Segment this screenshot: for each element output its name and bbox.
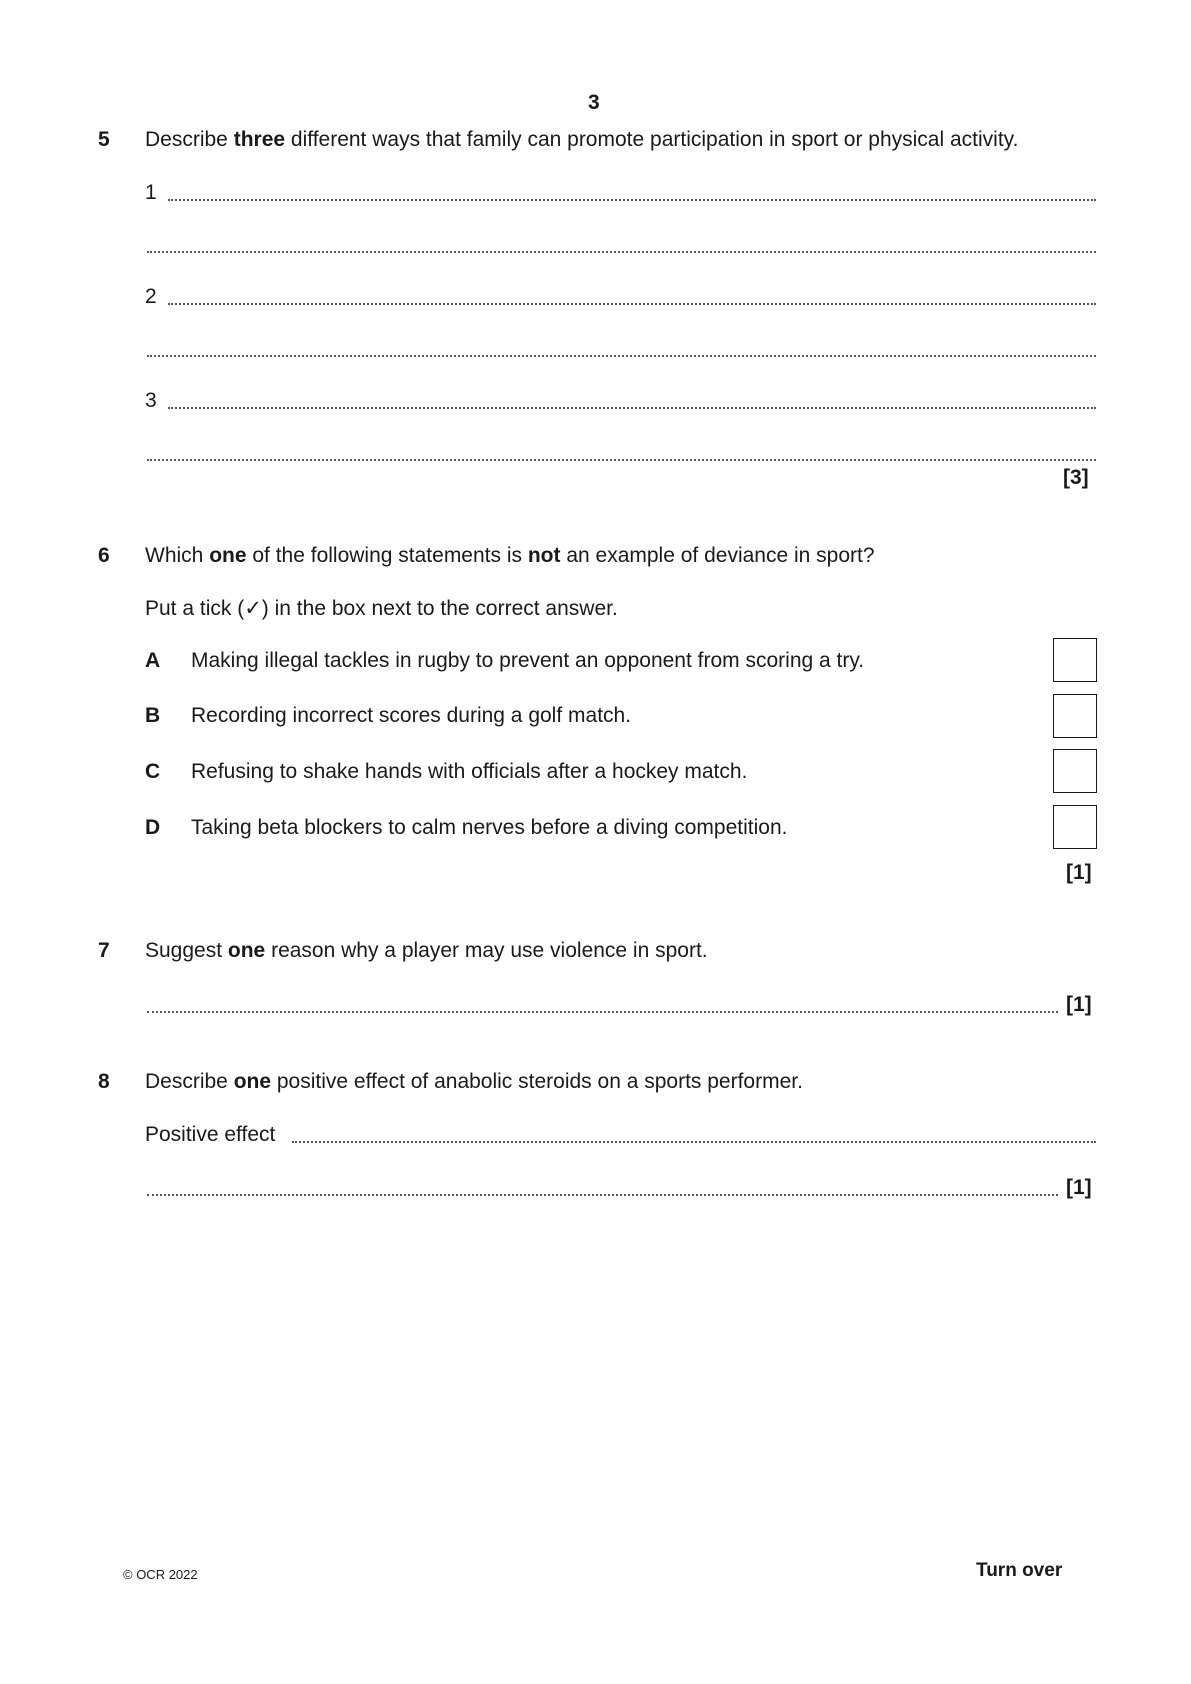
q8-answer-line-a[interactable] bbox=[292, 1138, 1096, 1143]
q5-answer-line-2b[interactable] bbox=[147, 352, 1096, 357]
q5-answer-line-3b[interactable] bbox=[147, 456, 1096, 461]
q5-answer-line-2a[interactable] bbox=[168, 300, 1096, 305]
q6-option-d-text: Taking beta blockers to calm nerves before a diving competition. bbox=[191, 816, 788, 839]
q5-answer-line-3a[interactable] bbox=[168, 404, 1096, 409]
q6-option-c-text: Refusing to shake hands with officials after a hockey match. bbox=[191, 760, 748, 783]
q5-answer-line-1a[interactable] bbox=[168, 196, 1096, 201]
q5-text: Describe three different ways that family can promote participation in sport or physical activity. bbox=[145, 128, 1019, 151]
q6-option-b-letter: B bbox=[145, 704, 161, 727]
q6-option-a-text: Making illegal tackles in rugby to prevent an opponent from scoring a try. bbox=[191, 649, 865, 672]
q5-marks: [3] bbox=[1063, 466, 1089, 489]
q5-line-label-2: 2 bbox=[145, 285, 157, 308]
q7-answer-line[interactable] bbox=[147, 1008, 1058, 1013]
turn-over-label: Turn over bbox=[976, 1560, 1063, 1581]
q6-marks: [1] bbox=[1066, 861, 1092, 884]
q5-line-label-1: 1 bbox=[145, 181, 157, 204]
q6-option-b-checkbox[interactable] bbox=[1053, 694, 1097, 738]
copyright-notice: © OCR 2022 bbox=[123, 1567, 198, 1582]
q5-number: 5 bbox=[98, 128, 110, 151]
q5-line-label-3: 3 bbox=[145, 389, 157, 412]
q6-option-a-checkbox[interactable] bbox=[1053, 638, 1097, 682]
q6-option-c-letter: C bbox=[145, 760, 161, 783]
q7-text: Suggest one reason why a player may use violence in sport. bbox=[145, 939, 708, 962]
q6-option-c-checkbox[interactable] bbox=[1053, 749, 1097, 793]
page-number: 3 bbox=[588, 91, 600, 114]
q8-text: Describe one positive effect of anabolic steroids on a sports performer. bbox=[145, 1070, 803, 1093]
q8-marks: [1] bbox=[1066, 1176, 1092, 1199]
q8-number: 8 bbox=[98, 1070, 110, 1093]
q7-marks: [1] bbox=[1066, 993, 1092, 1016]
q6-instruction: Put a tick (✓) in the box next to the correct answer. bbox=[145, 597, 618, 620]
q6-option-a-letter: A bbox=[145, 649, 161, 672]
q6-option-b-text: Recording incorrect scores during a golf match. bbox=[191, 704, 632, 727]
q6-number: 6 bbox=[98, 544, 110, 567]
q6-text: Which one of the following statements is not an example of deviance in sport? bbox=[145, 544, 875, 567]
q6-option-d-letter: D bbox=[145, 816, 161, 839]
q5-answer-line-1b[interactable] bbox=[147, 248, 1096, 253]
q8-answer-line-b[interactable] bbox=[147, 1191, 1058, 1196]
q6-option-d-checkbox[interactable] bbox=[1053, 805, 1097, 849]
q7-number: 7 bbox=[98, 939, 110, 962]
q8-answer-label: Positive effect bbox=[145, 1123, 276, 1146]
